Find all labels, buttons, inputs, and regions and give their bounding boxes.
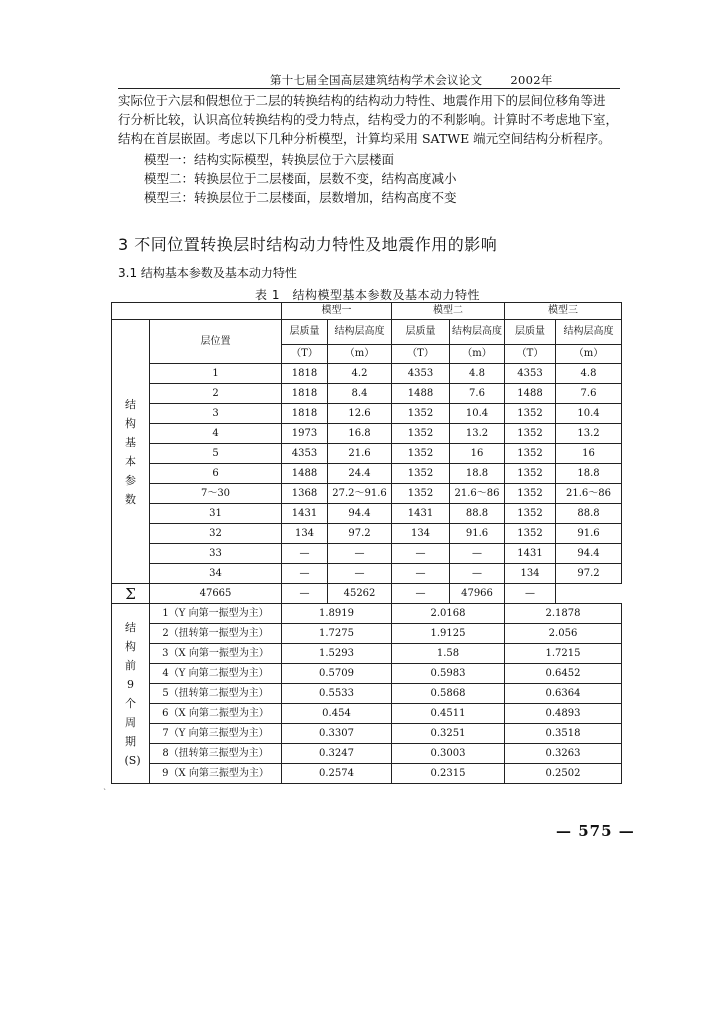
sum-cell: — [505,584,556,604]
section-title: 3 不同位置转换层时结构动力特性及地震作用的影响 [118,235,498,254]
table-row [112,424,622,444]
value-cell: 1352 [505,484,556,504]
sum-cell: 47966 [450,584,505,604]
value-cell: 1352 [392,424,450,444]
table-row [112,604,622,624]
sum-cell: 45262 [328,584,392,604]
value-cell: 1352 [392,404,450,424]
value-cell: 1488 [282,464,328,484]
value-cell: 1488 [392,384,450,404]
sum-cell: 47665 [150,584,282,604]
floor-header: 层位置 [150,320,282,364]
floor-cell: 3 [150,404,282,424]
value-cell: 1352 [505,524,556,544]
mode-label: 2（扭转第一振型为主） [150,624,282,644]
running-header [270,72,553,88]
table-row [112,744,622,764]
value-cell: 21.6～86 [450,484,505,504]
value-cell: 4.2 [328,364,392,384]
period-model-1: 1.5293 [282,644,392,664]
value-cell: 4.8 [450,364,505,384]
value-cell: 10.4 [450,404,505,424]
mode-label: 8（扭转第三振型为主） [150,744,282,764]
floor-cell: 4 [150,424,282,444]
period-model-3: 0.6364 [505,684,622,704]
period-model-3: 0.6452 [505,664,622,684]
mass-unit: （T） [392,345,450,364]
period-model-3: 0.4893 [505,704,622,724]
value-cell: 4.8 [556,364,622,384]
table-row [112,404,622,424]
model-2-description: 模型二：转换层位于二层楼面，层数不变，结构高度减小 [144,171,457,186]
value-cell: 1818 [282,384,328,404]
subsection-title: 3.1 结构基本参数及基本动力特性 [118,266,297,280]
floor-cell: 33 [150,544,282,564]
value-cell: 97.2 [328,524,392,544]
value-cell: — [282,564,328,584]
value-cell: 94.4 [328,504,392,524]
value-cell: 1352 [505,504,556,524]
period-model-3: 2.1878 [505,604,622,624]
value-cell: 1431 [505,544,556,564]
table-row [112,584,622,604]
model-3-header: 模型三 [505,303,622,320]
corner-mark: ` [103,788,107,797]
value-cell: 16.8 [328,424,392,444]
value-cell: 1818 [282,404,328,424]
period-model-1: 0.5533 [282,684,392,704]
period-model-2: 2.0168 [392,604,505,624]
group-label-periods [112,604,150,784]
header-rule [118,88,620,89]
value-cell: 8.4 [328,384,392,404]
period-model-1: 0.454 [282,704,392,724]
floor-cell: 6 [150,464,282,484]
paragraph-line-3: 结构在首层嵌固。考虑以下几种分析模型，计算均采用 SATWE 端元空间结构分析程序。 [118,131,611,146]
value-cell: 94.4 [556,544,622,564]
value-cell: 1352 [505,464,556,484]
period-model-3: 0.2502 [505,764,622,784]
table-row [112,724,622,744]
value-cell: 134 [392,524,450,544]
value-cell: 21.6 [328,444,392,464]
value-cell: 91.6 [556,524,622,544]
period-model-1: 1.8919 [282,604,392,624]
height-unit: （m） [328,345,392,364]
value-cell: 1352 [505,424,556,444]
floor-cell: 2 [150,384,282,404]
table-row [112,544,622,564]
value-cell: 18.8 [556,464,622,484]
period-model-2: 0.4511 [392,704,505,724]
paragraph-line-1: 实际位于六层和假想位于二层的转换结构的结构动力特性、地震作用下的层间位移角等进 [118,93,606,108]
table-title: 表 1 结构模型基本参数及基本动力特性 [255,288,480,302]
period-model-1: 1.7275 [282,624,392,644]
mode-label: 6（X 向第二振型为主） [150,704,282,724]
height-header: 结构层高度 [450,320,505,345]
mode-label: 3（X 向第一振型为主） [150,644,282,664]
table-row [112,364,622,384]
model-1-header: 模型一 [282,303,392,320]
height-unit: （m） [450,345,505,364]
period-model-2: 1.9125 [392,624,505,644]
model-2-header: 模型二 [392,303,505,320]
period-model-2: 0.3251 [392,724,505,744]
value-cell: 1352 [392,484,450,504]
header-year: 2002年 [510,73,553,87]
period-model-1: 0.3307 [282,724,392,744]
group-label-parameters [112,320,150,584]
floor-cell: 1 [150,364,282,384]
table-row [112,484,622,504]
value-cell: 24.4 [328,464,392,484]
period-model-3: 1.7215 [505,644,622,664]
parameter-table [111,302,622,784]
value-cell: 7.6 [556,384,622,404]
table-row [112,664,622,684]
table-row [112,464,622,484]
model-3-description: 模型三：转换层位于二层楼面，层数增加，结构高度不变 [144,190,457,205]
value-cell: 18.8 [450,464,505,484]
value-cell: 1488 [505,384,556,404]
table-row [112,644,622,664]
value-cell: 1431 [282,504,328,524]
sum-cell: — [282,584,328,604]
header-title: 第十七届全国高层建筑结构学术会议论文 [270,73,483,87]
value-cell: 1352 [505,444,556,464]
period-model-3: 0.3518 [505,724,622,744]
period-model-1: 0.2574 [282,764,392,784]
sum-symbol: Σ [112,584,150,604]
period-model-3: 0.3263 [505,744,622,764]
mass-header: 层质量 [392,320,450,345]
mode-label: 1（Y 向第一振型为主） [150,604,282,624]
value-cell: 27.2～91.6 [328,484,392,504]
model-1-description: 模型一：结构实际模型，转换层位于六层楼面 [144,152,395,167]
mass-unit: （T） [505,345,556,364]
value-cell: 4353 [282,444,328,464]
table-row [112,320,622,345]
value-cell: 13.2 [450,424,505,444]
period-model-2: 0.5868 [392,684,505,704]
value-cell: 1431 [392,504,450,524]
period-model-2: 0.5983 [392,664,505,684]
mode-label: 9（X 向第三振型为主） [150,764,282,784]
paragraph-line-2: 行分析比较，认识高位转换结构的受力特点，结构受力的不利影响。计算时不考虑地下室， [118,112,619,127]
value-cell: 1818 [282,364,328,384]
value-cell: 91.6 [450,524,505,544]
floor-cell: 31 [150,504,282,524]
value-cell: 88.8 [556,504,622,524]
value-cell: — [328,564,392,584]
value-cell: 1368 [282,484,328,504]
header-corner [112,303,282,320]
value-cell: — [282,544,328,564]
mass-header: 层质量 [282,320,328,345]
period-model-1: 0.3247 [282,744,392,764]
table-row [112,764,622,784]
value-cell: — [392,564,450,584]
value-cell: 21.6～86 [556,484,622,504]
group-label-periods-text: 结构前9个周期(S) [124,620,141,767]
value-cell: 1352 [392,464,450,484]
value-cell: — [328,544,392,564]
value-cell: 134 [505,564,556,584]
value-cell: 4353 [505,364,556,384]
period-model-3: 2.056 [505,624,622,644]
value-cell: 7.6 [450,384,505,404]
value-cell: 134 [282,524,328,544]
period-model-2: 0.3003 [392,744,505,764]
table-row [112,704,622,724]
value-cell: — [450,544,505,564]
height-header: 结构层高度 [556,320,622,345]
table-row [112,524,622,544]
period-model-2: 0.2315 [392,764,505,784]
floor-cell: 32 [150,524,282,544]
table-row [112,444,622,464]
value-cell: 88.8 [450,504,505,524]
value-cell: 12.6 [328,404,392,424]
table-row [112,384,622,404]
value-cell: 16 [450,444,505,464]
height-unit: （m） [556,345,622,364]
value-cell: 16 [556,444,622,464]
value-cell: — [392,544,450,564]
value-cell: 1352 [392,444,450,464]
floor-cell: 5 [150,444,282,464]
table-row [112,504,622,524]
value-cell: 4353 [392,364,450,384]
floor-cell: 34 [150,564,282,584]
value-cell: 1352 [505,404,556,424]
value-cell: 97.2 [556,564,622,584]
mode-label: 5（扭转第二振型为主） [150,684,282,704]
table-row [112,624,622,644]
mode-label: 4（Y 向第二振型为主） [150,664,282,684]
height-header: 结构层高度 [328,320,392,345]
mass-header: 层质量 [505,320,556,345]
mass-unit: （T） [282,345,328,364]
value-cell: — [450,564,505,584]
value-cell: 1973 [282,424,328,444]
period-model-2: 1.58 [392,644,505,664]
page-number: — 575 — [556,822,635,840]
mode-label: 7（Y 向第三振型为主） [150,724,282,744]
floor-cell: 7～30 [150,484,282,504]
group-label-parameters-text: 结构基本参数 [125,397,136,506]
sum-cell: — [392,584,450,604]
table-row [112,564,622,584]
period-model-1: 0.5709 [282,664,392,684]
value-cell: 10.4 [556,404,622,424]
value-cell: 13.2 [556,424,622,444]
table-row [112,684,622,704]
table-row [112,303,622,320]
